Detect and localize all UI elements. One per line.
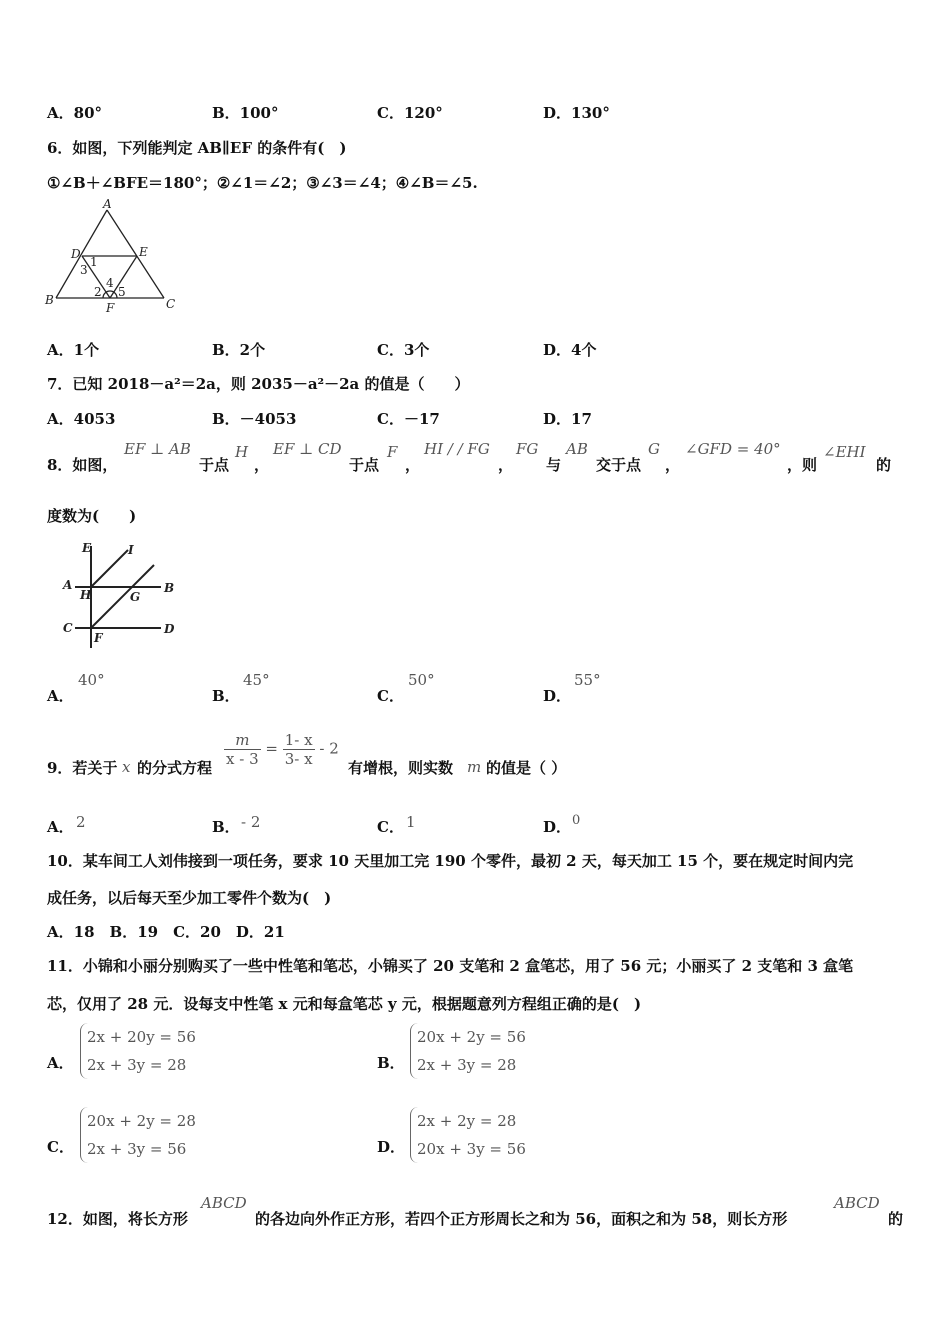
fig6-label-e: E <box>139 245 148 259</box>
q8-text-9: ，则 <box>787 456 818 474</box>
q7-option-b: B．－4053 <box>212 410 297 428</box>
fig8-label-g: G <box>130 590 141 604</box>
fig6-label-b: B <box>45 293 54 307</box>
q9-var-m: m <box>467 758 482 776</box>
q8-math-ef-perp-ab: EF ⊥ AB <box>124 440 191 458</box>
q7-stem: 7．已知 2018－a²＝2a，则 2035－a²－2a 的值是（ ） <box>47 375 470 393</box>
q8-math-angle-gfd: ∠GFD = 40° <box>685 440 781 458</box>
q11-line1: 11．小锦和小丽分别购买了一些中性笔和笔芯，小锦买了 20 支笔和 2 盒笔芯，用了 56 元；小丽买了 2 支笔和 3 盒笔 <box>47 957 854 975</box>
q5-option-c: C．120° <box>377 104 443 122</box>
q9-lhs-denominator: x - 3 <box>226 750 259 768</box>
q9-lhs-numerator: m <box>224 731 261 750</box>
q11-d-eq2: 20x + 3y = 56 <box>417 1140 526 1158</box>
fig6-label-2: 2 <box>94 285 102 299</box>
fig8-label-e: E <box>82 541 92 555</box>
fig6-label-4: 4 <box>106 276 114 290</box>
q11-option-a-system <box>80 1023 196 1079</box>
fig8-label-h: H <box>80 588 92 602</box>
q9-prefix: 9．若关于 <box>47 759 118 777</box>
q8-text-4: ， <box>405 456 421 474</box>
q7-option-a: A．4053 <box>47 410 116 428</box>
q11-option-d-system <box>410 1107 526 1163</box>
q12-math-abcd-1: ABCD <box>201 1194 247 1212</box>
q8-option-c-value: 50° <box>408 671 435 689</box>
fig8-label-d: D <box>164 622 175 636</box>
q11-d-eq1: 2x + 2y = 28 <box>417 1112 517 1130</box>
fig8-label-a: A <box>63 578 73 592</box>
q12-mid: 的各边向外作正方形，若四个正方形周长之和为 56，面积之和为 58，则长方形 <box>255 1210 788 1228</box>
q8-text-2: ， <box>254 456 270 474</box>
q8-math-ef-perp-cd: EF ⊥ CD <box>273 440 342 458</box>
q10-line2: 成任务，以后每天至少加工零件个数为( ) <box>47 889 332 907</box>
q9-end: 的值是（ ） <box>486 759 567 777</box>
q9-equation <box>224 731 339 768</box>
q8-text-8: ， <box>665 456 681 474</box>
q11-option-a-letter: A． <box>47 1054 74 1072</box>
q6-option-c: C．3个 <box>377 341 430 359</box>
q8-option-a-value: 40° <box>78 671 105 689</box>
fig6-label-5: 5 <box>118 285 126 299</box>
q8-text-3: 于点 <box>349 456 380 474</box>
q7-option-c: C．－17 <box>377 410 440 428</box>
q8-math-hi-parallel-fg: HI / / FG <box>424 440 490 458</box>
q8-math-fg: FG <box>516 440 539 458</box>
q9-option-d-value: 0 <box>572 813 581 828</box>
fig6-label-3: 3 <box>80 263 88 277</box>
q12-math-abcd-2: ABCD <box>834 1194 880 1212</box>
q8-text-5: ， <box>498 456 514 474</box>
fig6-label-1: 1 <box>90 255 98 269</box>
q8-option-a-letter: A． <box>47 687 74 705</box>
q9-option-d-letter: D． <box>543 818 572 836</box>
fig8-label-f: F <box>94 631 103 645</box>
q11-c-eq1: 20x + 2y = 28 <box>87 1112 196 1130</box>
q8-option-d-letter: D． <box>543 687 572 705</box>
q9-minus-two: - 2 <box>319 739 339 758</box>
q8-math-f: F <box>387 443 398 461</box>
q9-rhs-denominator: 3- x <box>284 750 313 768</box>
q11-b-eq1: 20x + 2y = 56 <box>417 1028 526 1046</box>
q8-math-ab: AB <box>566 440 588 458</box>
q6-stem: 6．如图，下列能判定 AB∥EF 的条件有( ) <box>47 139 347 157</box>
fig8-label-b: B <box>164 581 175 595</box>
q8-math-g: G <box>648 440 660 458</box>
q9-option-a-value: 2 <box>76 813 86 831</box>
q8-option-b-letter: B． <box>212 687 240 705</box>
q9-option-c-value: 1 <box>406 813 416 831</box>
fig6-label-f: F <box>106 301 115 315</box>
q6-option-a: A．1个 <box>47 341 100 359</box>
q8-math-angle-ehi: ∠EHI <box>823 443 866 461</box>
q8-text-10: 的 <box>876 456 892 474</box>
q6-triangle-figure <box>40 196 190 318</box>
q11-line2: 芯，仅用了 28 元．设每支中性笔 x 元和每盒笔芯 y 元，根据题意列方程组正确的是( ) <box>47 995 642 1013</box>
q8-line2: 度数为( ) <box>47 507 137 525</box>
fig8-label-i: I <box>128 543 134 557</box>
q11-option-b-system <box>410 1023 526 1079</box>
q7-option-d: D．17 <box>543 410 592 428</box>
q8-math-h: H <box>235 443 249 461</box>
q11-option-d-letter: D． <box>377 1138 406 1156</box>
q10-line1: 10．某车间工人刘伟接到一项任务，要求 10 天里加工完 190 个零件，最初 2 天，每天加工 15 个，要在规定时间内完 <box>47 852 854 870</box>
q9-mid: 的分式方程 <box>137 759 213 777</box>
fig6-label-c: C <box>166 297 176 311</box>
q8-option-d-value: 55° <box>574 671 601 689</box>
q8-text-1: 于点 <box>199 456 230 474</box>
q11-c-eq2: 2x + 3y = 56 <box>87 1140 187 1158</box>
q5-option-b: B．100° <box>212 104 279 122</box>
q6-option-d: D．4个 <box>543 341 597 359</box>
q5-option-a: A．80° <box>47 104 103 122</box>
q5-option-d: D．130° <box>543 104 610 122</box>
q11-a-eq1: 2x + 20y = 56 <box>87 1028 196 1046</box>
fig6-label-d: D <box>71 247 81 261</box>
q6-conditions: ①∠B＋∠BFE＝180°；②∠1＝∠2；③∠3＝∠4；④∠B＝∠5. <box>47 174 478 192</box>
fig6-label-a: A <box>103 197 112 211</box>
q11-option-c-system <box>80 1107 196 1163</box>
q8-option-c-letter: C． <box>377 687 404 705</box>
q9-equals: = <box>265 739 278 758</box>
q12-end: 的 <box>888 1210 904 1228</box>
fig8-label-c: C <box>63 621 73 635</box>
q9-option-a-letter: A． <box>47 818 74 836</box>
q6-option-b: B．2个 <box>212 341 266 359</box>
q10-options: A．18 B．19 C．20 D．21 <box>47 923 285 941</box>
q8-parallel-lines-figure <box>58 536 188 654</box>
q9-var-x: x <box>122 758 131 776</box>
q9-mid2: 有增根，则实数 <box>348 759 454 777</box>
q9-rhs-numerator: 1- x <box>284 731 313 749</box>
q9-option-b-value: - 2 <box>241 813 261 831</box>
q9-option-b-letter: B． <box>212 818 240 836</box>
q11-a-eq2: 2x + 3y = 28 <box>87 1056 187 1074</box>
q8-text-6: 与 <box>546 456 562 474</box>
q8-prefix: 8．如图， <box>47 456 118 474</box>
q11-option-c-letter: C． <box>47 1138 74 1156</box>
q8-option-b-value: 45° <box>243 671 270 689</box>
q9-option-c-letter: C． <box>377 818 404 836</box>
q11-b-eq2: 2x + 3y = 28 <box>417 1056 517 1074</box>
q12-prefix: 12．如图，将长方形 <box>47 1210 188 1228</box>
q8-text-7: 交于点 <box>596 456 642 474</box>
q11-option-b-letter: B． <box>377 1054 405 1072</box>
